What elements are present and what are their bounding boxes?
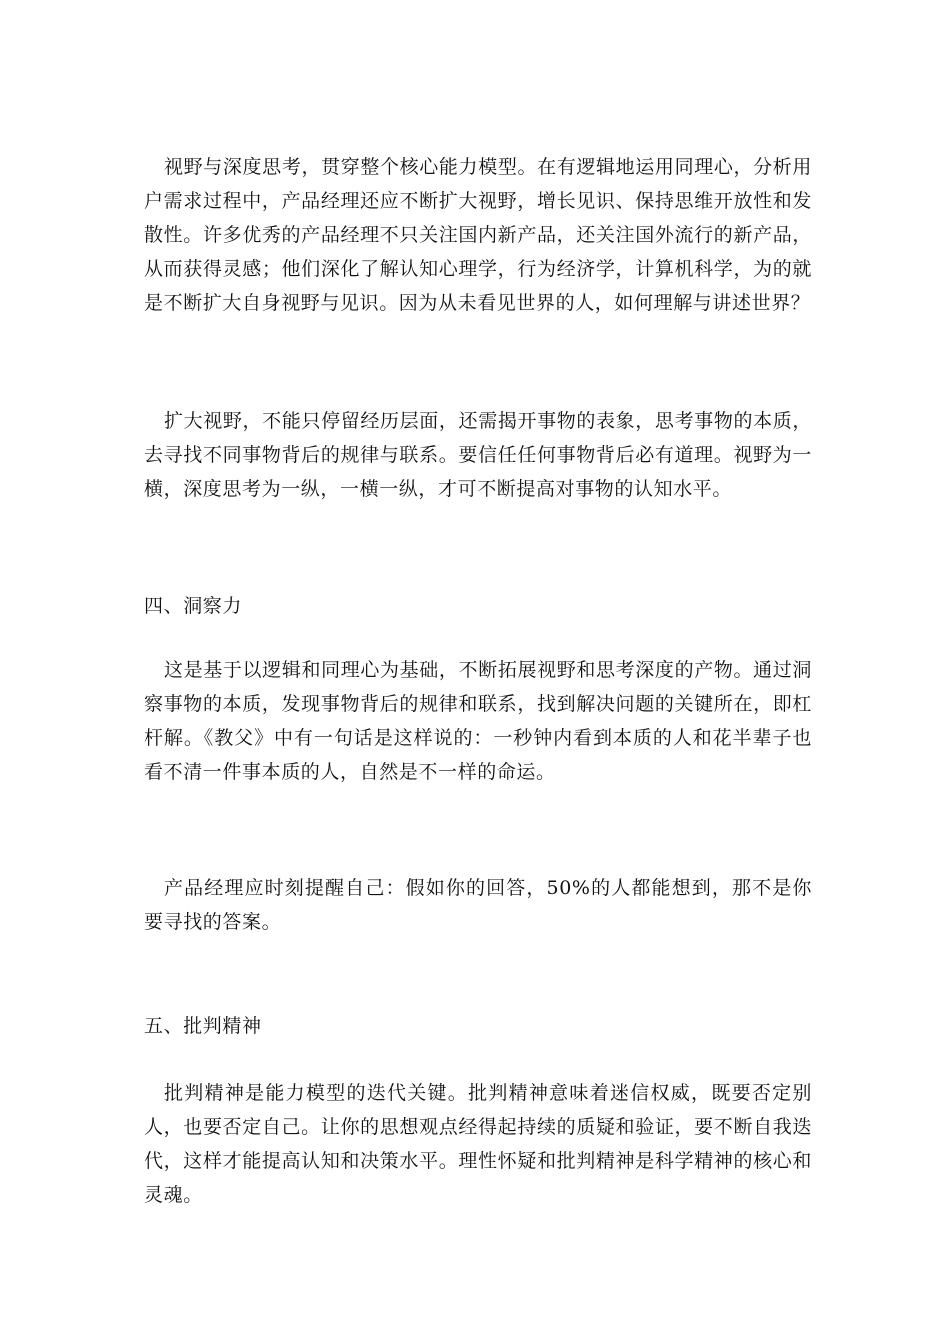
section-heading-critical-thinking: 五、批判精神 xyxy=(144,1015,262,1037)
paragraph-expand-vision: 扩大视野，不能只停留经历层面，还需揭开事物的表象，思考事物的本质，去寻找不同事物背后的规律与联系。要信任任何事物背后必有道理。视野为一横，深度思考为一纵，一横一纵，才可不断提高对事物的认知水平。 xyxy=(144,410,812,500)
paragraph-reminder: 产品经理应时刻提醒自己：假如你的回答，50%的人都能想到，那不是你要寻找的答案。 xyxy=(144,877,812,933)
section-heading-insight: 四、洞察力 xyxy=(144,595,243,617)
paragraph-critical-thinking: 批判精神是能力模型的迭代关键。批判精神意味着迷信权威，既要否定别人，也要否定自己。让你的思想观点经得起持续的质疑和验证，要不断自我迭代，这样才能提高认知和决策水平。理性怀疑和批判精神是科学精神的核心和灵魂。 xyxy=(144,1082,812,1206)
paragraph-insight: 这是基于以逻辑和同理心为基础，不断拓展视野和思考深度的产物。通过洞察事物的本质，发现事物背后的规律和联系，找到解决问题的关键所在，即杠杆解。《教父》中有一句话是这样说的：一秒钟内看到本质的人和花半辈子也看不清一件事本质的人，自然是不一样的命运。 xyxy=(144,659,812,783)
paragraph-vision-depth: 视野与深度思考，贯穿整个核心能力模型。在有逻辑地运用同理心，分析用户需求过程中，产品经理还应不断扩大视野，增长见识、保持思维开放性和发散性。许多优秀的产品经理不只关注国内新产品，还关注国外流行的新产品，从而获得灵感；他们深化了解认知心理学，行为经济学，计算机科学，为的就是不断扩大自身视野与见识。因为从未看见世界的人，如何理解与讲述世界？ xyxy=(144,156,812,314)
